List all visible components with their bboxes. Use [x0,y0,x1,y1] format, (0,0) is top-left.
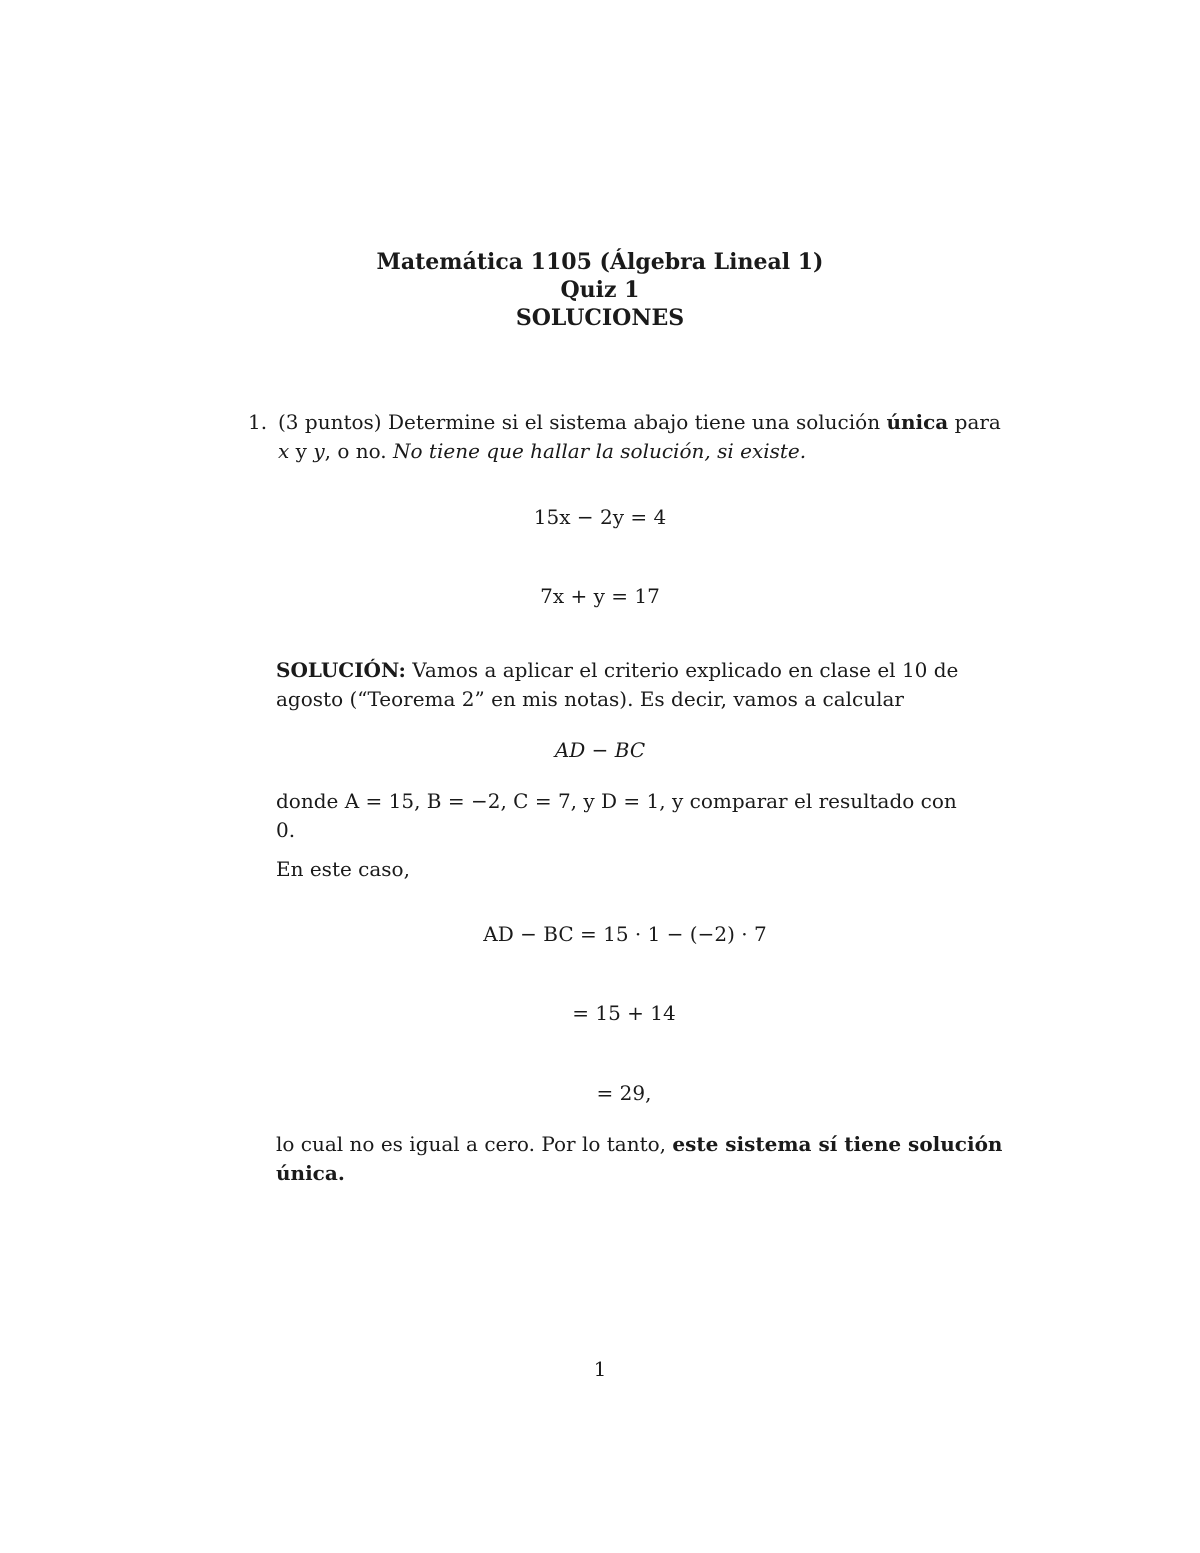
or-not-text: , o no. [324,439,387,463]
conclusion-line2: única. [276,1161,345,1185]
unique-emphasis: única [886,410,949,434]
en-este-caso: En este caso, [276,857,410,881]
var-x: x [278,439,290,463]
calculation-1: AD − BC = 15 · 1 − (−2) · 7 [483,922,767,946]
expression-ad-bc: AD − BC [554,738,646,762]
conclusion-line1 [276,1130,1002,1158]
donde-line1: donde A = 15, B = −2, C = 7, y D = 1, y comparar el resultado con [276,789,957,813]
solution-line2: agosto (“Teorema 2” en mis notas). Es decir, vamos a calcular [276,687,904,711]
document-title [0,248,1200,332]
problem-number: 1. [248,410,268,434]
quiz-title: Quiz 1 [560,277,640,303]
solution-label: SOLUCIÓN: [276,658,406,682]
course-title: Matemática 1105 (Álgebra Lineal 1) [376,249,824,275]
instruction-note: No tiene que hallar la solución, si existe. [393,439,807,463]
calculation-3: = 29, [596,1081,652,1105]
solution-text-1: Vamos a aplicar el criterio explicado en clase el 10 de [412,658,959,682]
y-conjunction: y [295,439,307,463]
var-y: y [313,439,325,463]
solution-line1 [276,656,958,684]
donde-line2: 0. [276,818,296,842]
problem-statement-text: (3 puntos) Determine si el sistema abajo tiene una solución [278,410,881,434]
equation-1: 15x − 2y = 4 [533,505,667,529]
conclusion-text: lo cual no es igual a cero. Por lo tanto, [276,1132,667,1156]
para-word: para [954,410,1001,434]
calculation-2: = 15 + 14 [572,1001,676,1025]
conclusion-emphasis: este sistema sí tiene solución [672,1132,1003,1156]
problem-statement-line2 [278,437,806,465]
problem-statement-line1 [278,408,1001,436]
page-number: 1 [593,1357,607,1381]
solutions-heading: SOLUCIONES [515,305,685,331]
equation-2: 7x + y = 17 [540,584,660,608]
